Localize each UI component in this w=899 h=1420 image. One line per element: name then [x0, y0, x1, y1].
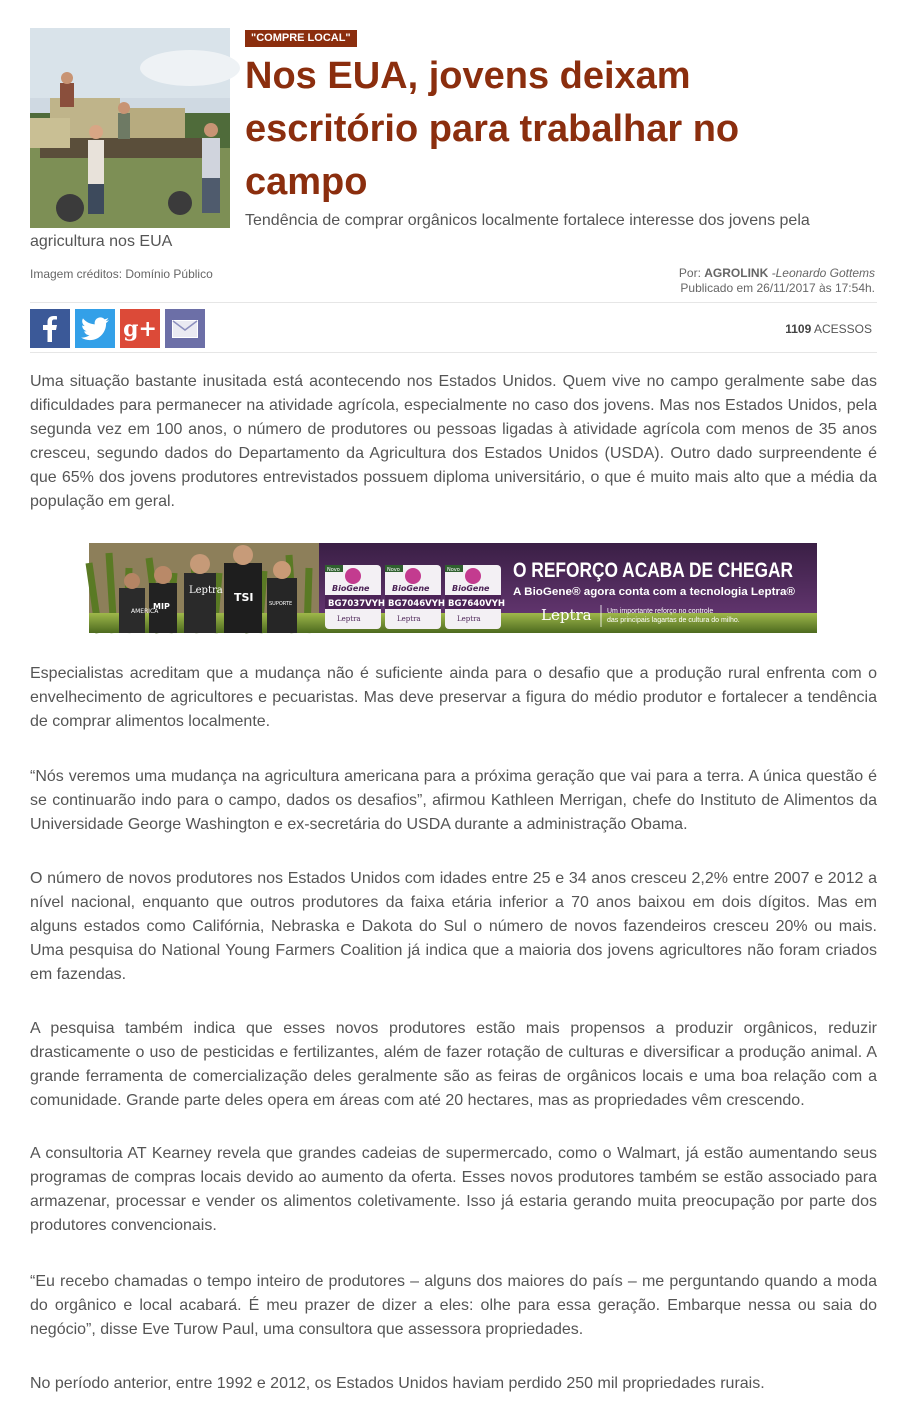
ad-headline: O REFORÇO ACABA DE CHEGAR — [513, 559, 793, 582]
google-plus-icon: g+ — [123, 315, 157, 342]
product-badge: Novo — [327, 567, 340, 573]
access-label: ACESSOS — [813, 322, 872, 336]
article-paragraph: A pesquisa também indica que esses novos produtores estão mais propensos a produzir orgânicos, reduzir drasticamente o uso de pesticidas e fertilizantes, além de fazer rotação de culturas e diversificar a produção animal. A grande ferramenta de comercialização deles geralmente são as feiras de orgânicos locais e uma boa relação com a comunidade. Grande parte deles opera em áreas com até 20 hectares, mas as propriedades vêm crescendo. — [30, 1020, 877, 1109]
article-paragraph: “Nós veremos uma mudança na agricultura americana para a próxima geração que vai para a terra. A única questão é se continuarão indo para o campo, dados os desafios”, afirmou Kathleen Merrigan, chefe do Instituto de Alimentos da Universidade George Washington e ex-secretária do USDA durante a administração Obama. — [30, 768, 877, 833]
figure-label: SUPORTE — [269, 601, 293, 607]
product-tag: Leptra — [457, 615, 481, 623]
image-credits: Imagem créditos: Domínio Público — [30, 267, 213, 281]
email-share-button[interactable] — [165, 309, 205, 348]
google-plus-share-button[interactable] — [120, 309, 160, 348]
envelope-icon — [172, 320, 198, 338]
product-name: BG7640VYH — [448, 599, 505, 609]
published-date: Publicado em 26/11/2017 às 17:54h. — [680, 281, 875, 295]
product-name: BG7037VYH — [328, 599, 385, 609]
access-counter — [785, 322, 872, 336]
article-paragraph: O número de novos produtores nos Estados Unidos com idades entre 25 e 34 anos cresceu 2,2% entre 2007 e 2012 a nível nacional, enquanto que outros produtores da faixa etária inferior a 70 anos baixou em dois dígitos. Mas em alguns estados como Califórnia, Nebraska e Dakota do Sul o número de novos fazendeiros cresceu 20% ou mais. Uma pesquisa do National Young Farmers Coalition já indica que a maioria dos jovens agricultores não foram criados em fazendas. — [30, 870, 877, 983]
product-badge: Novo — [447, 567, 460, 573]
product-badge: Novo — [387, 567, 400, 573]
article-paragraph: Especialistas acreditam que a mudança não é suficiente ainda para o desafio que a produção rural enfrenta com o envelhecimento de agricultores e pecuaristas. Mas deve preservar a figura do médio produtor e fortalecer a tendência de comprar alimentos localmente. — [30, 665, 877, 730]
product-brand: BioGene — [392, 584, 430, 593]
author-prefix: Por: — [678, 266, 701, 280]
facebook-share-button[interactable] — [30, 309, 70, 348]
ad-subline: A BioGene® agora conta com a tecnologia Leptra® — [513, 586, 795, 598]
ad-note-line1: Um importante reforço no controle — [607, 608, 714, 615]
twitter-icon — [81, 317, 109, 341]
author-name: -Leonardo Gottems — [771, 266, 875, 280]
facebook-icon — [43, 316, 57, 342]
byline — [679, 266, 875, 296]
product-name: BG7046VYH — [388, 599, 445, 609]
figure-label: AMERICA — [131, 608, 159, 615]
source-name[interactable]: AGROLINK — [704, 266, 769, 280]
product-tag: Leptra — [397, 615, 421, 623]
article-paragraph: Uma situação bastante inusitada está acontecendo nos Estados Unidos. Quem vive no campo geralmente sabe das dificuldades para permanecer na atividade agrícola, especialmente no caso dos jovens. Mas nos Estados Unidos, pela segunda vez em 100 anos, o número de produtores ou pessoas ligadas à atividade agrícola com menos de 35 anos cresceu, segundo dados do Departamento da Agricultura dos Estados Unidos (USDA). Outro dado surpreendente é que 65% dos jovens produtores entrevistados possuem diploma universitário, o que é muito mais alto que a média da população em geral. — [30, 373, 877, 510]
article-subtitle-line2: agricultura nos EUA — [30, 233, 173, 250]
product-brand: BioGene — [332, 584, 370, 593]
twitter-share-button[interactable] — [75, 309, 115, 348]
ad-note-line2: das principais lagartas de cultura do milho. — [607, 617, 740, 624]
figure-label: Leptra — [189, 585, 223, 596]
ad-brand: Leptra — [541, 606, 592, 624]
article-subtitle-line1: Tendência de comprar orgânicos localmente fortalece interesse dos jovens pela — [245, 212, 810, 229]
divider — [30, 302, 877, 303]
figure-label: MIP — [153, 602, 170, 611]
article-paragraph: No período anterior, entre 1992 e 2012, os Estados Unidos haviam perdido 250 mil propriedades rurais. — [30, 1375, 765, 1392]
article-photo — [30, 28, 230, 228]
category-tag[interactable]: "COMPRE LOCAL" — [245, 30, 357, 47]
divider — [30, 352, 877, 353]
figure-label: TSI — [234, 591, 254, 604]
ad-banner[interactable] — [89, 543, 817, 633]
access-count: 1109 — [785, 322, 812, 336]
article-paragraph: “Eu recebo chamadas o tempo inteiro de produtores – alguns dos maiores do país – me perguntando quando a moda do orgânico e local acabará. É meu prazer de dizer a eles: olhe para essa geração. Embarque nessa ou saia do negócio”, disse Eve Turow Paul, uma consultora que assessora propriedades. — [30, 1273, 877, 1338]
article-title: Nos EUA, jovens deixam escritório para trabalhar no campo — [245, 55, 740, 203]
product-brand: BioGene — [452, 584, 490, 593]
product-tag: Leptra — [337, 615, 361, 623]
article-paragraph: A consultoria AT Kearney revela que grandes cadeias de supermercado, como o Walmart, já estão aumentando seus programas de compras locais devido ao aumento da oferta. Esses novos produtores também se estão associado para armazenar, processar e vender os alimentos coletivamente. Isso já estaria gerando muita preocupação por parte dos produtores convencionais. — [30, 1145, 877, 1234]
